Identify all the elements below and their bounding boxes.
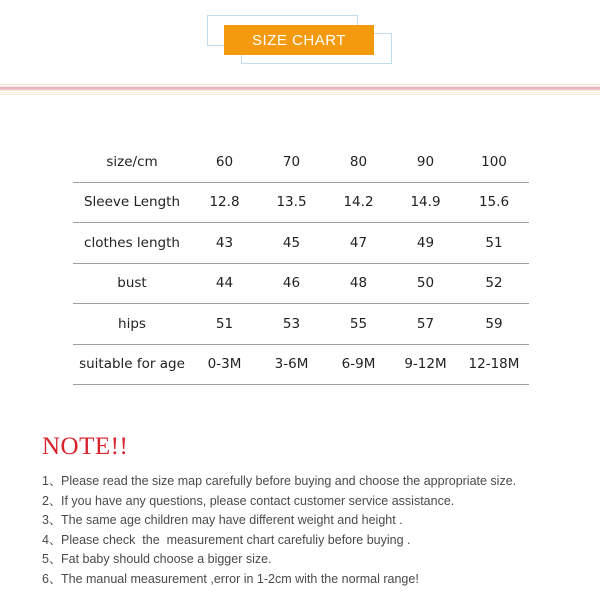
row-label: Sleeve Length (83, 194, 181, 211)
table-row (73, 183, 529, 224)
column-header: size/cm (106, 153, 158, 170)
table-cell: 51 (215, 315, 234, 332)
column-header: 80 (349, 153, 368, 170)
table-row (73, 345, 529, 386)
row-label: bust (117, 275, 147, 292)
note-text: If you have any questions, please contact customer service assistance. (61, 493, 455, 508)
note-number: 5、 (42, 552, 62, 567)
note-number: 4、 (42, 532, 62, 547)
note-item (42, 472, 516, 492)
column-header: 90 (416, 153, 435, 170)
note-number: 1、 (42, 474, 62, 488)
table-cell: 57 (416, 315, 435, 332)
note-heading: NOTE!! (42, 433, 129, 460)
table-cell: 12-18M (468, 356, 520, 373)
row-label: suitable for age (79, 356, 185, 373)
size-chart-title: SIZE CHART (224, 25, 374, 55)
note-item (42, 492, 516, 512)
table-cell: 45 (282, 234, 301, 251)
note-text: Fat baby should choose a bigger size. (61, 552, 272, 567)
note-number: 3、 (42, 513, 62, 528)
table-cell: 6-9M (341, 356, 376, 373)
table-cell: 47 (349, 234, 368, 251)
table-cell: 51 (485, 234, 503, 251)
column-header: 70 (282, 153, 301, 170)
table-cell: 52 (485, 275, 503, 292)
note-number: 6、 (42, 571, 62, 586)
table-cell: 3-6M (274, 356, 309, 373)
note-item (42, 570, 516, 590)
table-cell: 14.2 (343, 194, 374, 211)
note-number: 2、 (42, 493, 62, 508)
table-cell: 0-3M (207, 356, 242, 373)
table-cell: 48 (349, 275, 368, 292)
table-cell: 53 (282, 315, 301, 332)
note-text: Please check the measurement chart carefuliy before buying . (61, 532, 411, 547)
column-header: 100 (481, 153, 507, 170)
table-cell: 49 (416, 234, 435, 251)
size-table (73, 142, 529, 385)
table-row (73, 264, 529, 305)
table-row (73, 223, 529, 264)
table-cell: 50 (416, 275, 435, 292)
table-cell: 9-12M (404, 356, 447, 373)
table-cell: 15.6 (478, 194, 510, 211)
table-row (73, 304, 529, 345)
decorative-stripe-divider (0, 84, 600, 95)
table-header-row (73, 142, 529, 183)
note-list (42, 472, 516, 590)
note-item (42, 511, 516, 531)
row-label: hips (118, 315, 146, 332)
note-text: Please read the size map carefully before buying and choose the appropriate size. (61, 474, 517, 488)
column-header: 60 (215, 153, 234, 170)
note-text: The same age children may have different weight and height . (61, 513, 403, 528)
table-cell: 43 (215, 234, 234, 251)
row-label: clothes length (84, 234, 180, 251)
table-cell: 14.9 (410, 194, 441, 211)
table-cell: 13.5 (276, 194, 307, 211)
table-cell: 44 (215, 275, 234, 292)
note-item (42, 550, 516, 570)
table-cell: 12.8 (209, 194, 240, 211)
note-item (42, 531, 516, 551)
table-cell: 55 (349, 315, 368, 332)
table-cell: 46 (282, 275, 301, 292)
table-cell: 59 (485, 315, 503, 332)
size-chart-header (0, 0, 600, 80)
note-text: The manual measurement ,error in 1-2cm with the normal range! (61, 571, 419, 586)
